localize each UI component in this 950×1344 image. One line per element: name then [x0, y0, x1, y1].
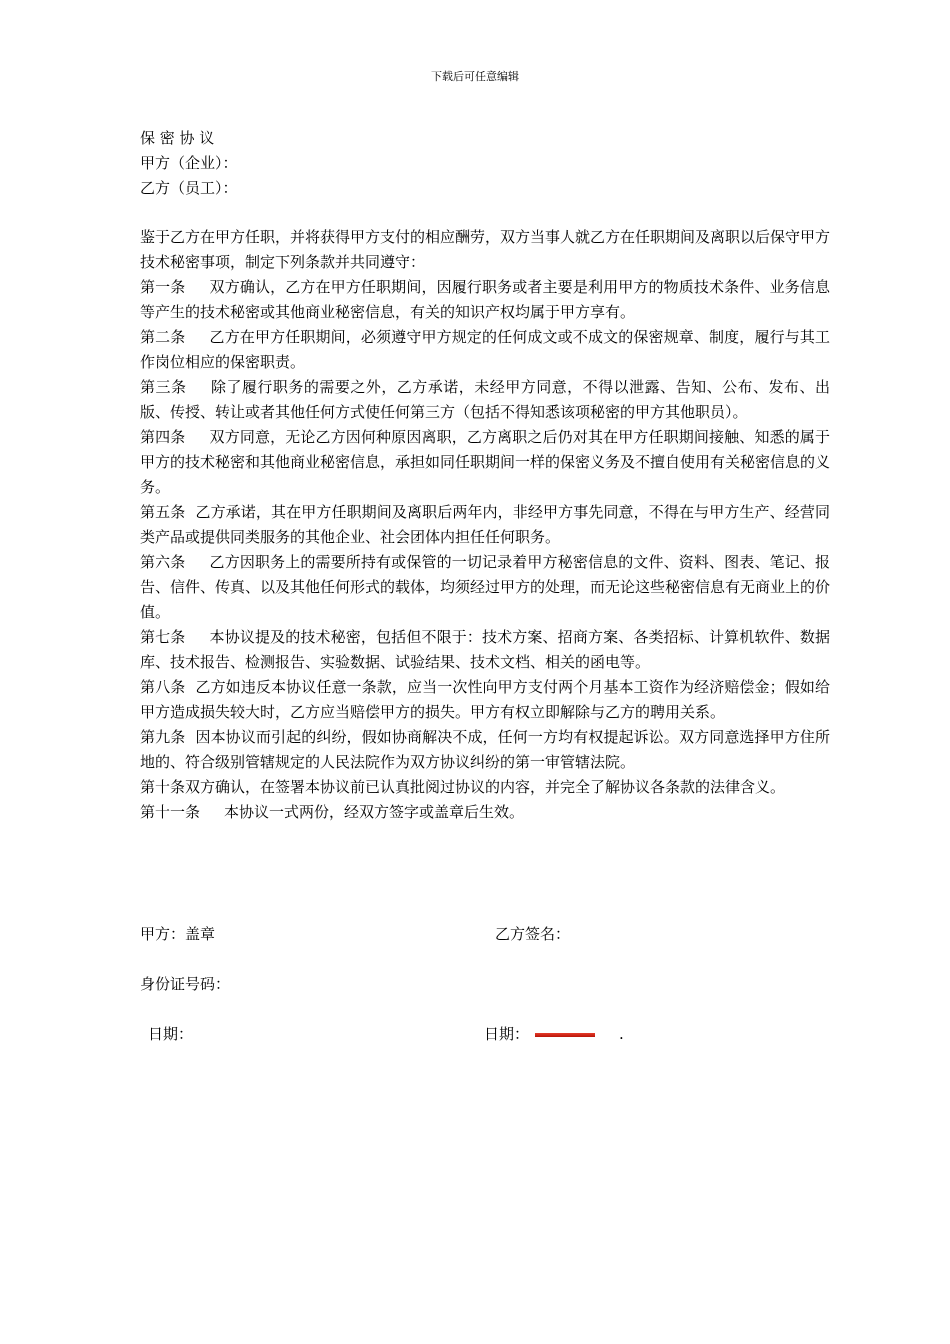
article-text: 乙方因职务上的需要所持有或保管的一切记录着甲方秘密信息的文件、资料、图表、笔记、报告、信件、传真、以及其他任何形式的载体，均须经过甲方的处理，而无论这些秘密信息有无商业上的价值。 [140, 553, 831, 621]
article-label: 第十一条 [140, 803, 201, 821]
header-note: 下载后可任意编辑 [431, 70, 519, 83]
article-text: 本协议一式两份，经双方签字或盖章后生效。 [224, 803, 525, 821]
article-text: 乙方如违反本协议任意一条款，应当一次性向甲方支付两个月基本工资作为经济赔偿金；假如给甲方造成损失较大时，乙方应当赔偿甲方的损失。甲方有权立即解除与乙方的聘用关系。 [140, 678, 830, 721]
article-text: 乙方在甲方任职期间，必须遵守甲方规定的任何成文或不成文的保密规章、制度，履行与其工作岗位相应的保密职责。 [140, 328, 830, 371]
article-5 [140, 500, 830, 550]
date-a-label: 日期： [148, 1025, 194, 1043]
article-label: 第三条 [140, 378, 187, 396]
article-2 [140, 325, 830, 375]
article-7 [140, 625, 830, 675]
party-b-signature: 乙方签名： [495, 925, 571, 943]
article-10 [140, 775, 830, 800]
date-b-group [484, 1022, 624, 1047]
article-text: 本协议提及的技术秘密，包括但不限于：技术方案、招商方案、各类招标、计算机软件、数据库、技术报告、检测报告、实验数据、试验结果、技术文档、相关的函电等。 [140, 628, 830, 671]
article-label: 第十条 [140, 778, 186, 796]
article-8 [140, 675, 830, 725]
article-text: 乙方承诺，其在甲方任职期间及离职后两年内，非经甲方事先同意，不得在与甲方生产、经营同类产品或提供同类服务的其他企业、社会团体内担任任何职务。 [140, 503, 830, 546]
article-label: 第二条 [140, 328, 186, 346]
document-title: 保 密 协 议 [140, 129, 215, 147]
article-text: 双方同意，无论乙方因何种原因离职，乙方离职之后仍对其在甲方任职期间接触、知悉的属于甲方的技术秘密和其他商业秘密信息，承担如同任职期间一样的保密义务及不擅自使用有关秘密信息的义务。 [140, 428, 831, 496]
article-text: 双方确认，乙方在甲方任职期间，因履行职务或者主要是利用甲方的物质技术条件、业务信息等产生的技术秘密或其他商业秘密信息，有关的知识产权均属于甲方享有。 [140, 278, 830, 321]
article-11 [140, 800, 830, 825]
article-label: 第九条 [140, 728, 186, 746]
date-b-tail: . [619, 1025, 624, 1043]
article-label: 第七条 [140, 628, 186, 646]
article-label: 第四条 [140, 428, 186, 446]
article-3 [140, 375, 830, 425]
id-number-label: 身份证号码： [140, 975, 231, 993]
party-b-line: 乙方（员工）： [140, 179, 238, 197]
article-1 [140, 275, 830, 325]
article-label: 第一条 [140, 278, 186, 296]
article-9 [140, 725, 830, 775]
preamble: 鉴于乙方在甲方任职，并将获得甲方支付的相应酬劳，双方当事人就乙方在任职期间及离职以后保守甲方技术秘密事项，制定下列条款并共同遵守： [140, 228, 831, 271]
article-label: 第六条 [140, 553, 186, 571]
article-text: 因本协议而引起的纠纷，假如协商解决不成，任何一方均有权提起诉讼。双方同意选择甲方住所地的、符合级别管辖规定的人民法院作为双方协议纠纷的第一审管辖法院。 [140, 728, 830, 771]
party-a-seal: 甲方：盖章 [140, 925, 216, 943]
article-label: 第八条 [140, 678, 186, 696]
document-body [140, 126, 830, 825]
article-6 [140, 550, 830, 625]
article-4 [140, 425, 830, 500]
article-label: 第五条 [140, 503, 186, 521]
date-b-label: 日期： [484, 1025, 530, 1043]
spacer [140, 201, 830, 225]
redline-mark [535, 1033, 595, 1037]
party-a-line: 甲方（企业）： [140, 154, 238, 172]
article-text: 除了履行职务的需要之外，乙方承诺，未经甲方同意，不得以泄露、告知、公布、发布、出版、传授、转让或者其他任何方式使任何第三方（包括不得知悉该项秘密的甲方其他职员）。 [140, 378, 830, 421]
article-text: 双方确认，在签署本协议前已认真批阅过协议的内容，并完全了解协议各条款的法律含义。 [185, 778, 786, 796]
